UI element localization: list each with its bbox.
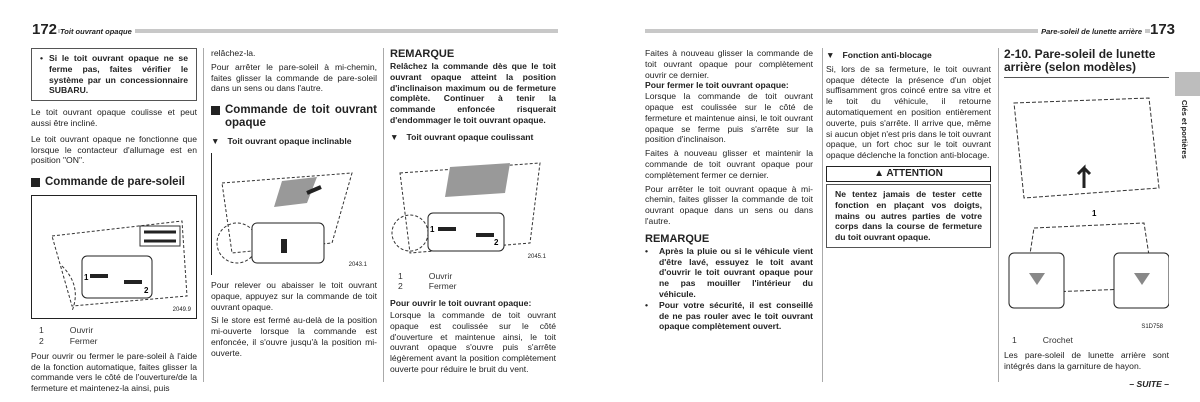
remark-bullet: • Après la pluie ou si le véhicule vient d'être lavé, essuyez le toit avant d'ouvrir le toit ouvrant opaque pour ne pas mouiller l'intérieur du véhicule. <box>645 245 813 299</box>
paragraph: relâchez-la. <box>211 48 256 58</box>
sunshade-switch-illustration <box>32 196 196 318</box>
paragraph: Pour arrêter le pare-soleil à mi-chemin, faites glisser la commande de pare-soleil dans un sens ou dans l'autre. <box>211 61 377 94</box>
warning-box: Ne tentez jamais de tester cette fonction en plaçant vos doigts, mains ou autres parties de votre corps dans la course de fermeture du toit ouvrant opaque. <box>826 184 991 248</box>
right-column-1 <box>645 48 813 332</box>
caption: 1 Crochet <box>1012 335 1073 345</box>
column-divider <box>822 48 823 382</box>
paragraph: Pour ouvrir ou fermer le pare-soleil à l'aide de la fonction automatique, faites glisser la commande vers le côté de l'ouverture/de la fermeture et maintenez-la ainsi, puis <box>31 350 197 394</box>
caption: 2 Fermer <box>398 281 457 292</box>
svg-text:2: 2 <box>144 286 149 296</box>
svg-text:1: 1 <box>430 224 435 234</box>
square-bullet-icon <box>211 106 220 115</box>
remark-title: REMARQUE <box>390 48 455 60</box>
warning-title-box: ▲ ATTENTION <box>826 166 991 182</box>
subheading: ▼ Fonction anti-blocage <box>826 50 991 61</box>
caption: 1 Ouvrir <box>39 325 94 336</box>
left-column-1 <box>31 48 197 397</box>
remark-title: REMARQUE <box>645 232 710 245</box>
paragraph: Pour relever ou abaisser le toit ouvrant opaque, appuyez sur la commande de toit ouvrant opaque. <box>211 279 377 312</box>
caption: 1 Ouvrir <box>398 270 453 281</box>
right-column-3 <box>1004 48 1169 390</box>
side-tab[interactable] <box>1175 72 1200 96</box>
notice-text: Si le toit ouvrant opaque ne se ferme pas, faites vérifier le système par un concessionnaire SUBARU. <box>49 53 188 96</box>
figure-code: 2043.1 <box>348 262 367 269</box>
page-header-title: Pare-soleil de lunette arrière <box>1038 27 1145 38</box>
column-divider <box>998 48 999 382</box>
figure-label: 1 <box>1092 209 1097 218</box>
paragraph: Faites à nouveau glisser la commande de toit ouvrant opaque pour complètement ouvrir ce dernier. <box>645 48 813 80</box>
tilt-switch-illustration <box>212 153 376 273</box>
bold-heading: Pour ouvrir le toit ouvrant opaque: <box>390 298 532 309</box>
column-divider <box>203 48 204 382</box>
section-heading: Commande de toit ouvrant opaque <box>211 104 377 130</box>
figure-slide-switch <box>390 153 556 265</box>
figure-rear-sunshade <box>1004 88 1169 333</box>
left-column-3 <box>390 48 556 378</box>
remark-text: Relâchez la commande dès que le toit ouvrant opaque atteint la position d'inclinaison maximum ou de fermeture complète. Continuer à tenir la commande enfoncée risquerait d'endommager le toit ouvrant opaque. <box>390 61 556 125</box>
continue-label: – SUITE – <box>1129 379 1169 390</box>
paragraph: Pour arrêter le toit ouvrant opaque à mi-chemin, faites glisser la commande de toit ouvrant opaque dans un sens ou dans l'autre. <box>645 183 813 226</box>
paragraph: Lorsque la commande de toit ouvrant opaque est coulissée sur le côté de fermeture et maintenue ainsi, le toit ouvrant opaque se ferme puis s'arrête sur la position d'inclinaison. <box>645 91 813 145</box>
paragraph: Lorsque la commande de toit ouvrant opaque est coulissée sur le côté d'ouverture et maintenue ainsi, le toit ouvrant opaque s'ouvre puis s'arrête légèrement avant la position complètement ouverte pour réduire le bruit du vent. <box>390 309 556 374</box>
remark-bullet: • Pour votre sécurité, il est conseillé de ne pas rouler avec le toit ouvrant opaque complètement ouvert. <box>645 299 813 332</box>
page-header-title: Toit ouvrant opaque <box>60 27 135 38</box>
figure-code: 2045.1 <box>527 253 546 260</box>
square-bullet-icon <box>31 178 40 187</box>
section-title: 2-10. Pare-soleil de lunette arrière (selon modèles) <box>1004 48 1169 78</box>
paragraph: Faites à nouveau glisser et maintenir la commande de toit ouvrant opaque pour complètement fermer ce dernier. <box>645 148 813 180</box>
svg-text:2: 2 <box>494 237 499 247</box>
side-tab-label: Clés et portières <box>1179 100 1189 159</box>
figure-code: S1D758 <box>1141 324 1163 331</box>
paragraph: Les pare-soleil de lunette arrière sont intégrés dans la garniture de hayon. <box>1004 349 1169 371</box>
paragraph: Le toit ouvrant opaque ne fonctionne que lorsque le contacteur d'allumage est en position "ON". <box>31 133 197 166</box>
svg-text:1: 1 <box>84 273 89 283</box>
paragraph: Le toit ouvrant opaque coulisse et peut aussi être incliné. <box>31 107 197 128</box>
page-number: 173 <box>1150 21 1176 38</box>
notice-box: • Si le toit ouvrant opaque ne se ferme pas, faites vérifier le système par un concessionnaire SUBARU. <box>31 48 197 101</box>
figure-tilt-switch <box>211 153 377 275</box>
subheading: ▼ Toit ouvrant opaque inclinable <box>211 136 377 147</box>
paragraph: Si le store est fermé au-delà de la position mi-ouverte lorsque la commande est enfoncée, il s'ouvre jusqu'à la position mi-ouverte. <box>211 315 377 358</box>
paragraph: Si, lors de sa fermeture, le toit ouvrant opaque détecte la présence d'un objet suffisamment gros coincé entre sa vitre et le toit du véhicule, il retourne automatiquement en position entièrement ouverte, puis s'arrête. Il arrive que, même si aucun objet n'est pris dans le toit ouvrant opaque, un fort choc sur le toit ouvrant opaque déclenche la fonction anti-blocage. <box>826 63 991 161</box>
subheading: ▼ Toit ouvrant opaque coulissant <box>390 132 556 143</box>
column-divider <box>383 48 384 382</box>
rear-sunshade-illustration <box>1004 88 1169 328</box>
section-heading: Commande de pare-soleil <box>31 176 197 189</box>
figure-sunshade-switch <box>31 195 197 319</box>
left-column-2 <box>211 48 377 362</box>
figure-code: 2049.9 <box>172 307 191 314</box>
right-column-2 <box>826 48 991 248</box>
warning-icon: ▲ <box>874 167 887 179</box>
caption: 2 Fermer <box>39 335 98 346</box>
page-number: 172 <box>32 21 58 38</box>
bold-heading: Pour fermer le toit ouvrant opaque: <box>645 80 789 91</box>
slide-switch-illustration <box>390 153 554 263</box>
